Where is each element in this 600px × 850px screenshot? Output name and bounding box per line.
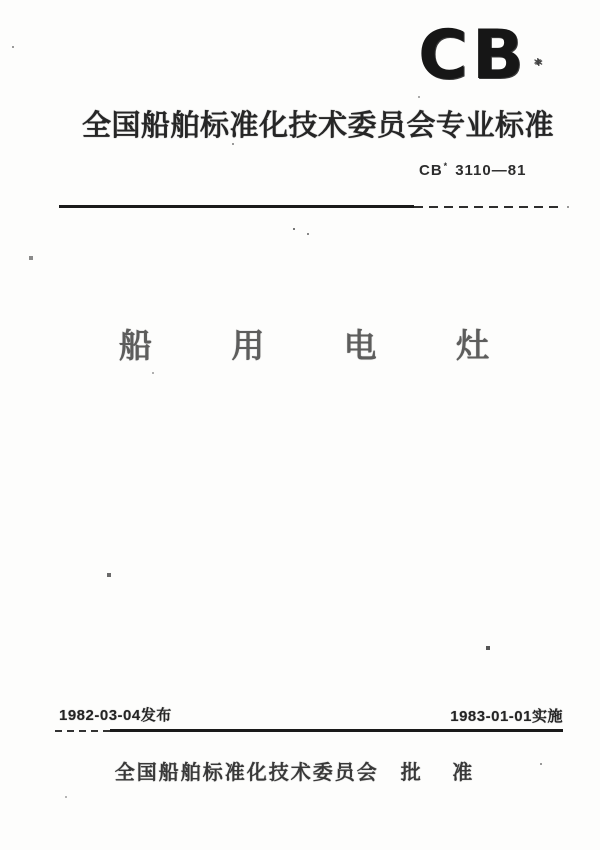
- standard-digits: 3110—81: [455, 162, 527, 179]
- standard-number: [419, 161, 526, 179]
- committee-standard-heading: 全国船舶标准化技术委员会专业标准: [82, 110, 555, 142]
- issue-date-suffix: 发布: [140, 707, 172, 724]
- effective-date: [450, 705, 563, 726]
- cb-logo-asterisk: *: [533, 55, 542, 73]
- approval-word: 批 准: [400, 762, 486, 784]
- rule-solid-segment: [110, 729, 563, 732]
- approval-line: [0, 756, 600, 785]
- effective-date-value: 1983-01-01: [450, 708, 532, 725]
- title-char-1: 船: [119, 327, 152, 364]
- cb-logo-text: CB: [418, 16, 528, 95]
- rule-dashed-segment: [55, 730, 110, 732]
- top-horizontal-rule: [59, 205, 564, 208]
- effective-date-suffix: 实施: [531, 708, 563, 725]
- bottom-horizontal-rule: [55, 729, 563, 732]
- approving-organization: 全国船舶标准化技术委员会: [114, 762, 379, 784]
- rule-solid-segment: [59, 205, 414, 208]
- standard-code: CB: [419, 162, 443, 179]
- rule-dashed-segment: [414, 206, 564, 208]
- title-char-2: 用: [231, 327, 265, 364]
- issue-date: [59, 704, 172, 725]
- issue-date-value: 1982-03-04: [59, 707, 141, 724]
- scan-noise-specks: [0, 0, 2, 2]
- document-title: [119, 329, 489, 363]
- title-char-4: 灶: [455, 327, 489, 364]
- title-char-3: 电: [343, 327, 377, 364]
- cb-logo: [418, 16, 542, 95]
- standard-code-asterisk: *: [443, 161, 449, 171]
